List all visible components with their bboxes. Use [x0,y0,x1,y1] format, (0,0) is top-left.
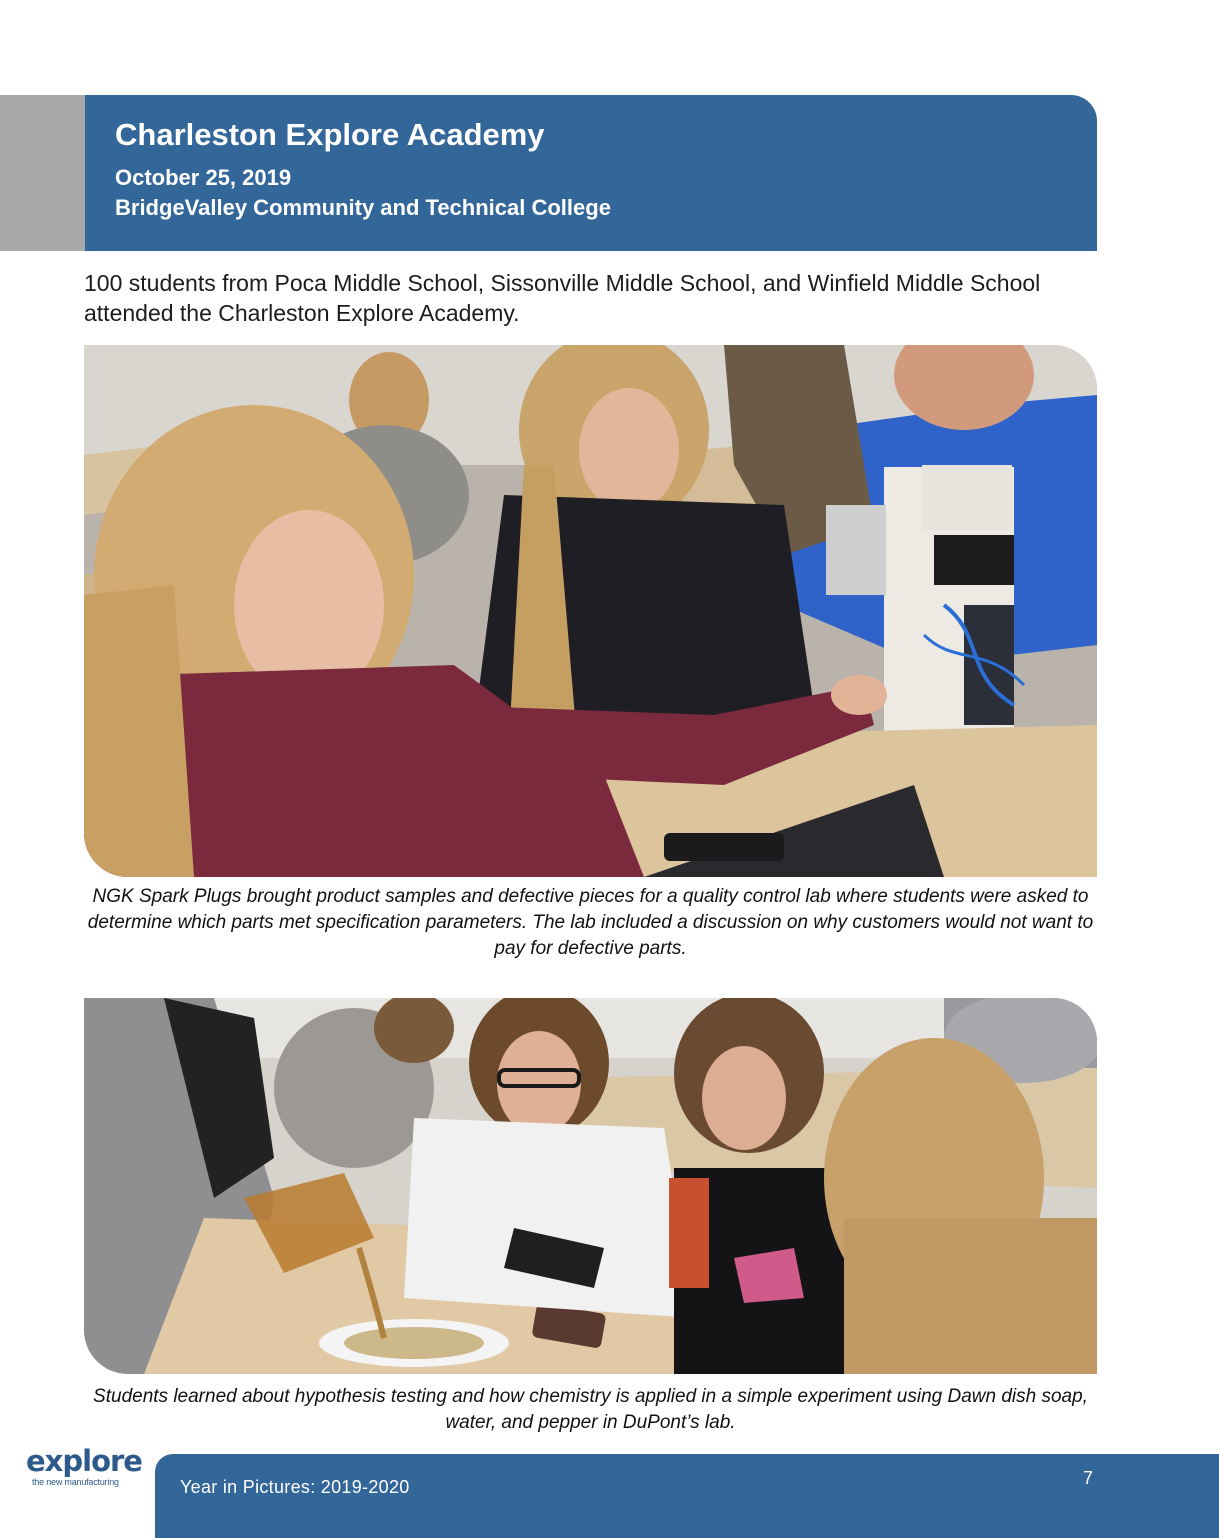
event-date: October 25, 2019 [115,165,292,190]
photo-chemistry-experiment [84,998,1097,1374]
photo-1-illustration [84,345,1097,877]
logo-tagline: the new manufacturing [32,1477,119,1487]
page-footer [155,1454,1219,1538]
photo-2-caption: Students learned about hypothesis testing and how chemistry is applied in a simple experiment using Dawn dish soap, water, and pepper in DuPont’s lab. [93,1386,1088,1433]
event-venue: BridgeValley Community and Technical College [115,195,611,220]
photo-1-caption: NGK Spark Plugs brought product samples and defective pieces for a quality control lab where students were asked to determine which parts met specification parameters. The lab included a discussion on why customers would not want to pay for defective parts. [87,886,1094,959]
page-number: 7 [1083,1468,1094,1488]
explore-logo [26,1446,148,1496]
header-gray-tab [0,95,85,251]
intro-paragraph: 100 students from Poca Middle School, Sissonville Middle School, and Winfield Middle School attended the Charleston Explore Academy. [84,270,1041,326]
photo-2-illustration [84,998,1097,1374]
photo-quality-control-lab [84,345,1097,877]
logo-wordmark: explore [26,1444,142,1478]
publication-title: Year in Pictures: 2019-2020 [180,1477,410,1497]
page-header [85,95,1097,251]
page-title: Charleston Explore Academy [115,117,545,152]
